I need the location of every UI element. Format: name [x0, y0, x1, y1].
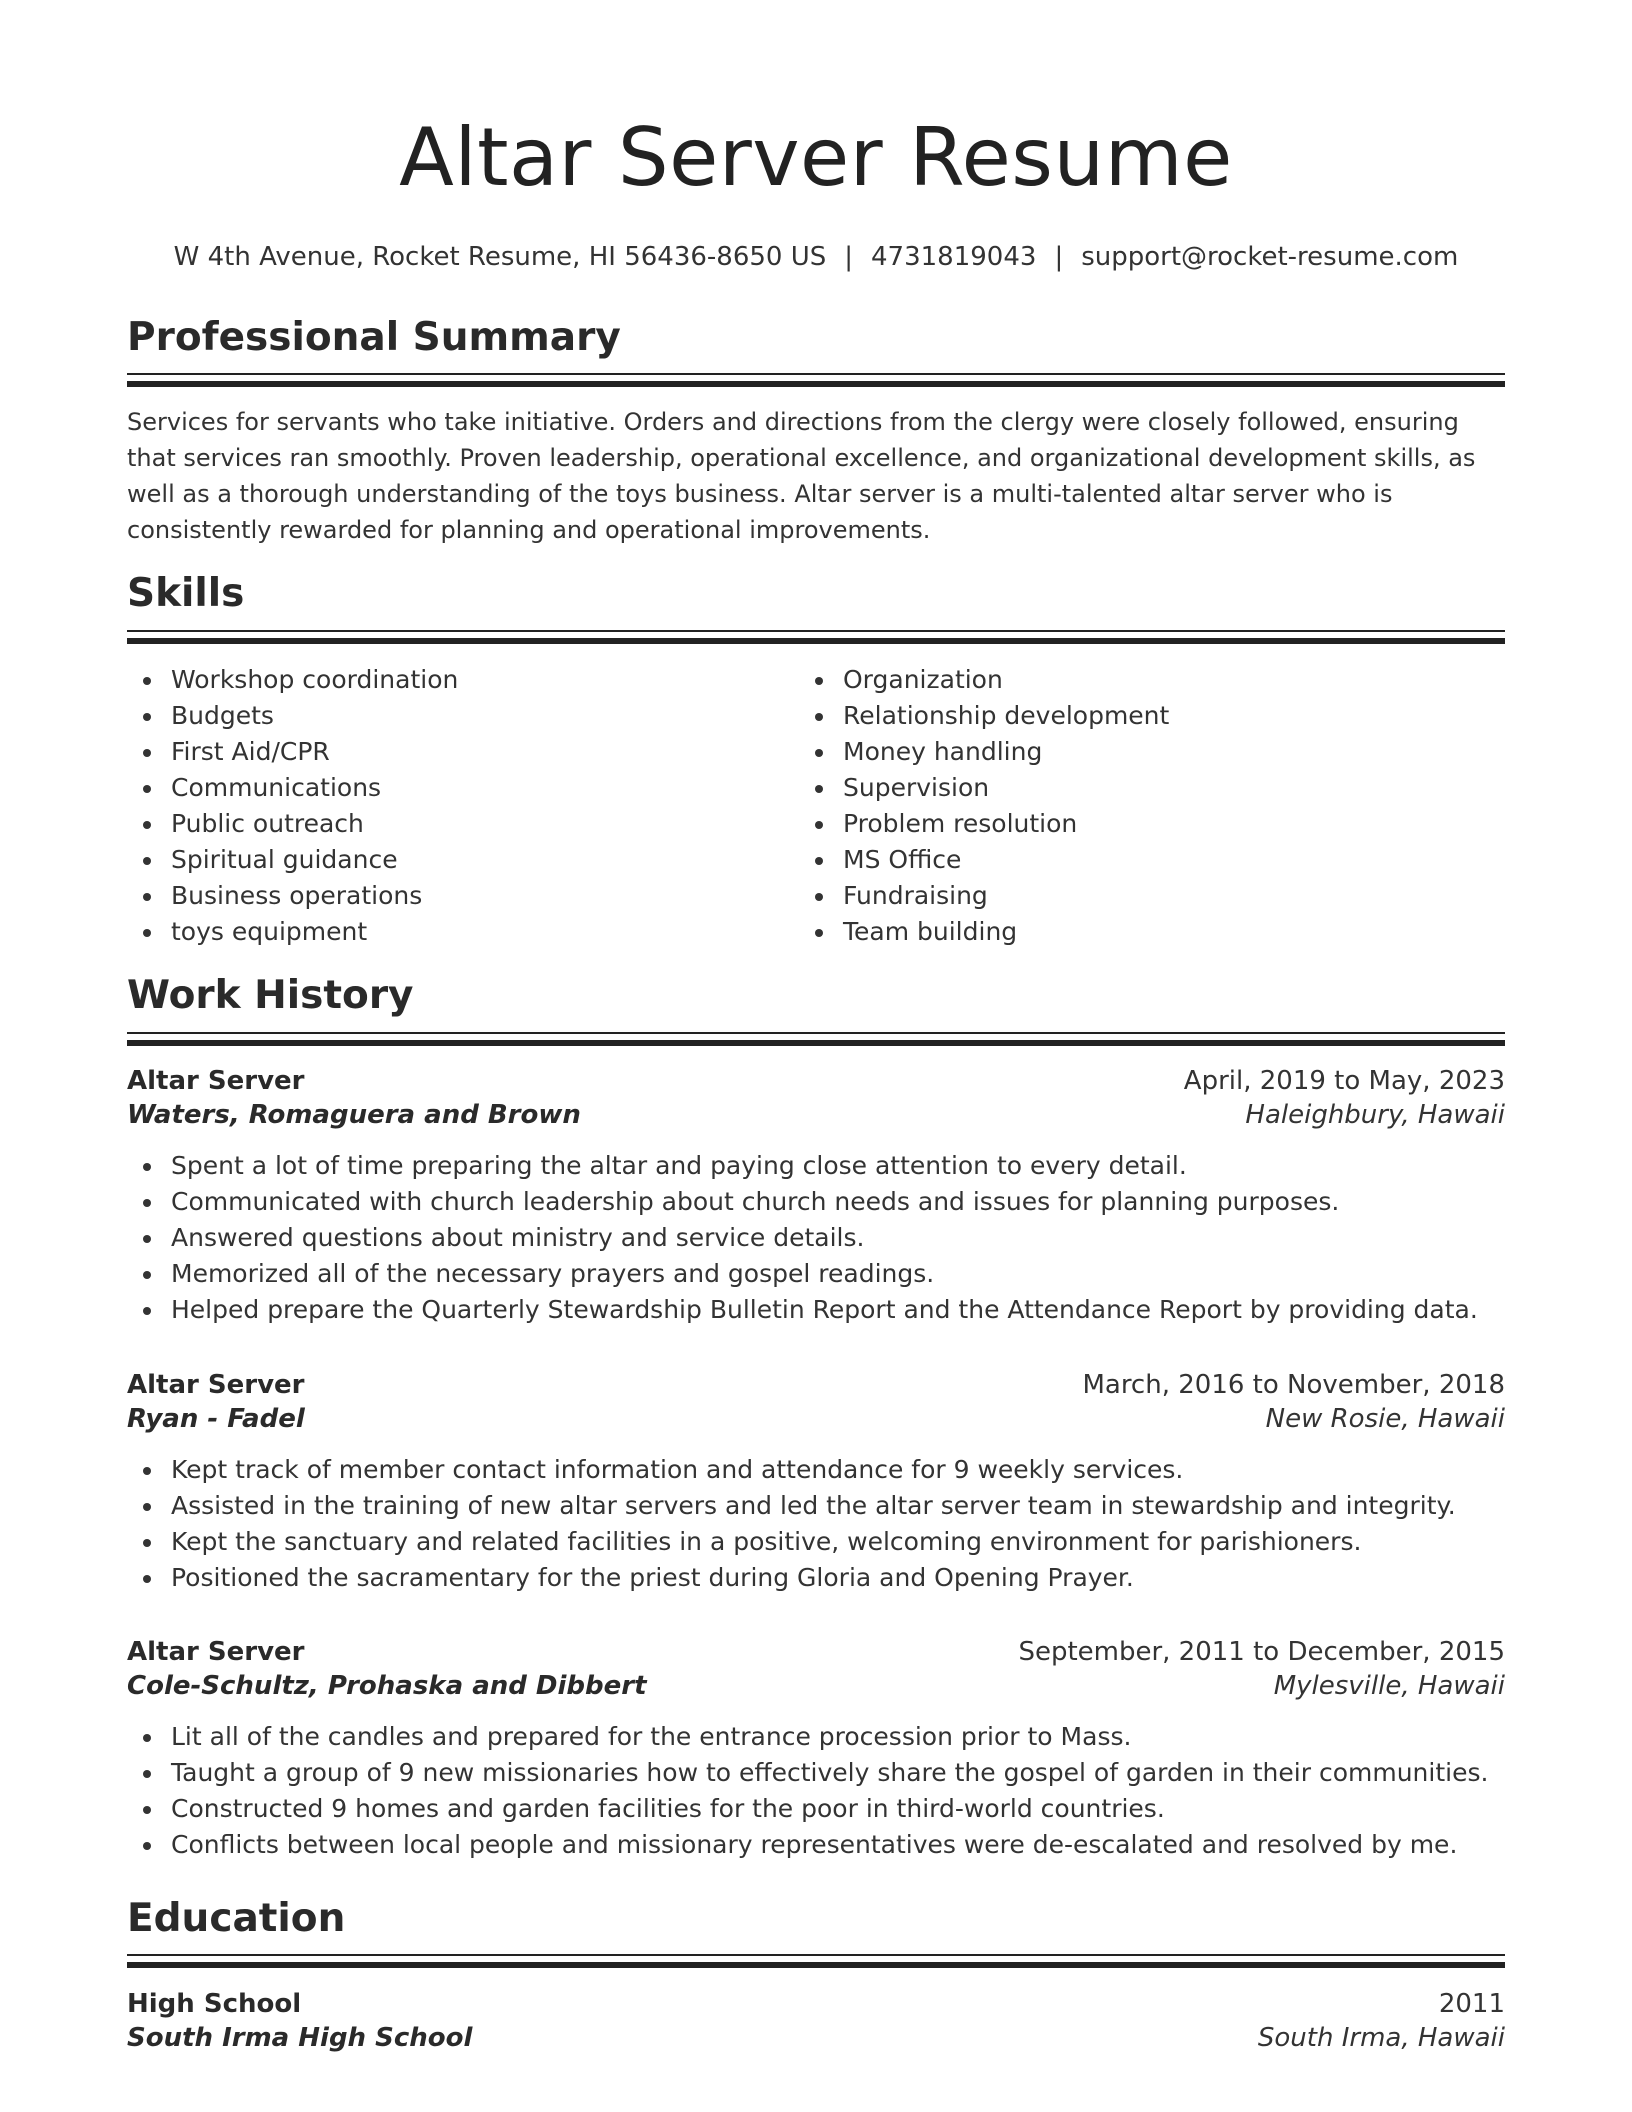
section-heading-education: Education: [127, 1896, 346, 1941]
education-entry: [127, 1989, 1505, 2053]
job-bullet: Helped prepare the Quarterly Stewardship Bulletin Report and the Attendance Report by providing data.: [171, 1292, 1505, 1328]
education-year: 2011: [1438, 1989, 1505, 2019]
job-bullet: Constructed 9 homes and garden facilities for the poor in third-world countries.: [171, 1791, 1505, 1827]
contact-email: support@rocket-resume.com: [1081, 242, 1459, 272]
job-bullets: [127, 1719, 1505, 1863]
job-location: Mylesville, Hawaii: [1273, 1671, 1505, 1701]
education-school: South Irma High School: [127, 2023, 473, 2053]
skill-item: Supervision: [843, 770, 1169, 806]
job-entry: [127, 1637, 1505, 1863]
skill-item: Budgets: [171, 698, 458, 734]
education-location: South Irma, Hawaii: [1257, 2023, 1505, 2053]
job-bullet: Kept track of member contact information and attendance for 9 weekly services.: [171, 1452, 1505, 1488]
job-bullet: Answered questions about ministry and service details.: [171, 1220, 1505, 1256]
skill-item: Money handling: [843, 734, 1169, 770]
section-divider: [127, 630, 1505, 644]
section-heading-skills: Skills: [127, 571, 245, 616]
summary-section: [127, 315, 1505, 544]
job-bullet: Lit all of the candles and prepared for the entrance procession prior to Mass.: [171, 1719, 1505, 1755]
skill-item: Problem resolution: [843, 806, 1169, 842]
job-entry: [127, 1066, 1505, 1328]
job-bullet: Communicated with church leadership about church needs and issues for planning purposes.: [171, 1184, 1505, 1220]
skill-item: Organization: [843, 662, 1169, 698]
skills-list-right: [799, 662, 1169, 950]
job-company: Waters, Romaguera and Brown: [127, 1100, 581, 1130]
section-heading-summary: Professional Summary: [127, 315, 621, 360]
job-bullet: Assisted in the training of new altar servers and led the altar server team in stewardship and integrity.: [171, 1488, 1505, 1524]
skill-item: Public outreach: [171, 806, 458, 842]
contact-line: [127, 241, 1505, 273]
education-section: [127, 1896, 1505, 2053]
contact-address: W 4th Avenue, Rocket Resume, HI 56436-8650 US: [173, 242, 827, 272]
job-location: New Rosie, Hawaii: [1265, 1404, 1505, 1434]
job-dates: April, 2019 to May, 2023: [1183, 1066, 1505, 1096]
job-bullets: [127, 1148, 1505, 1328]
skill-item: Spiritual guidance: [171, 842, 458, 878]
skills-section: [127, 571, 1505, 946]
section-divider: [127, 1032, 1505, 1046]
skill-item: Fundraising: [843, 878, 1169, 914]
job-title: Altar Server: [127, 1370, 305, 1400]
job-title: Altar Server: [127, 1066, 305, 1096]
contact-separator: |: [844, 242, 854, 272]
skill-item: MS Office: [843, 842, 1169, 878]
skill-item: Business operations: [171, 878, 458, 914]
education-degree: High School: [127, 1989, 302, 2019]
contact-separator: |: [1054, 242, 1064, 272]
job-dates: September, 2011 to December, 2015: [1018, 1637, 1505, 1667]
job-bullet: Conflicts between local people and missionary representatives were de-escalated and resolved by me.: [171, 1827, 1505, 1863]
work-history-section: [127, 973, 1505, 1859]
skills-list-left: [127, 662, 458, 950]
section-divider: [127, 1954, 1505, 1968]
job-company: Ryan - Fadel: [127, 1404, 305, 1434]
resume-title: Altar Server Resume: [399, 111, 1233, 204]
section-heading-work-history: Work History: [127, 973, 414, 1018]
job-entry: [127, 1370, 1505, 1596]
job-bullet: Kept the sanctuary and related facilities in a positive, welcoming environment for parishioners.: [171, 1524, 1505, 1560]
job-bullet: Spent a lot of time preparing the altar and paying close attention to every detail.: [171, 1148, 1505, 1184]
skill-item: toys equipment: [171, 914, 458, 950]
skill-item: Team building: [843, 914, 1169, 950]
skill-item: Communications: [171, 770, 458, 806]
job-title: Altar Server: [127, 1637, 305, 1667]
skill-item: First Aid/CPR: [171, 734, 458, 770]
summary-text: Services for servants who take initiative. Orders and directions from the clergy were closely followed, ensuring that services ran smoothly. Proven leadership, operational excellence, and organizational development skills, as well as a thorough understanding of the toys business. Altar server is a multi-talented altar server who is consistently rewarded for planning and operational improvements.: [127, 408, 1476, 544]
job-bullet: Taught a group of 9 new missionaries how to effectively share the gospel of garden in their communities.: [171, 1755, 1505, 1791]
contact-phone: 4731819043: [871, 242, 1037, 272]
job-dates: March, 2016 to November, 2018: [1082, 1370, 1505, 1400]
section-divider: [127, 373, 1505, 387]
job-bullet: Memorized all of the necessary prayers and gospel readings.: [171, 1256, 1505, 1292]
job-company: Cole-Schultz, Prohaska and Dibbert: [127, 1671, 647, 1701]
skill-item: Relationship development: [843, 698, 1169, 734]
job-bullet: Positioned the sacramentary for the priest during Gloria and Opening Prayer.: [171, 1560, 1505, 1596]
job-bullets: [127, 1452, 1505, 1596]
skill-item: Workshop coordination: [171, 662, 458, 698]
job-location: Haleighbury, Hawaii: [1245, 1100, 1505, 1130]
